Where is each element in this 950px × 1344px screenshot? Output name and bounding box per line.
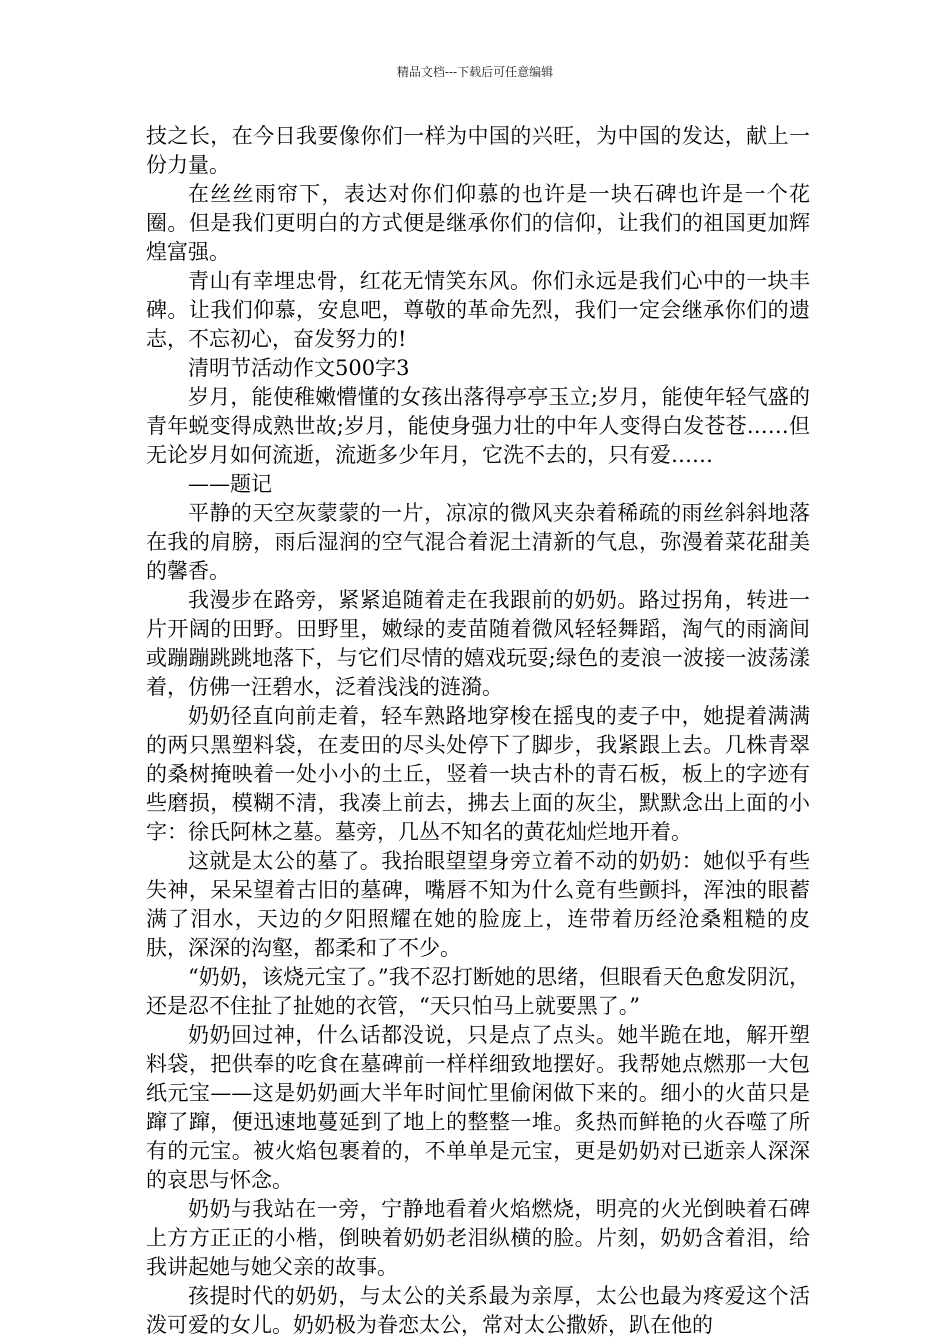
paragraph-12: 奶奶回过神，什么话都没说，只是点了点头。她半跪在地，解开塑料袋，把供奉的吃食在墓碑前一样样细致地摆好。我帮她点燃那一大包纸元宝——这是奶奶画大半年时间忙里偷闲做下来的。细小的火苗只是蹿了蹿，便迅速地蔓延到了地上的整整一堆。炙热而鲜艳的火吞噬了所有的元宝。被火焰包裹着的，不单单是元宝，更是奶奶对已逝亲人深深的哀思与怀念。	[146, 1023, 810, 1192]
header-text: 精品文档---下载后可任意编辑	[396, 65, 554, 79]
paragraph-13: 奶奶与我站在一旁，宁静地看着火焰燃烧，明亮的火光倒映着石碑上方方正正的小楷，倒映着奶奶老泪纵横的脸。片刻，奶奶含着泪，给我讲起她与她父亲的故事。	[146, 1197, 810, 1279]
paragraph-3: 青山有幸埋忠骨，红花无情笑东风。你们永远是我们心中的一块丰碑。让我们仰慕，安息吧，尊敬的革命先烈，我们一定会继承你们的遗志，不忘初心，奋发努力的!	[146, 269, 810, 351]
section-heading: 清明节活动作文500字3	[188, 356, 410, 380]
paragraph-10: 这就是太公的墓了。我抬眼望望身旁立着不动的奶奶：她似乎有些失神，呆呆望着古旧的墓碑，嘴唇不知为什么竟有些颤抖，浑浊的眼蓄满了泪水，天边的夕阳照耀在她的脸庞上，连带着历经沧桑粗糙的皮肤，深深的沟壑，都柔和了不少。	[146, 849, 810, 960]
epigraph: 岁月，能使稚嫩懵懂的女孩出落得亭亭玉立;岁月，能使年轻气盛的青年蜕变得成熟世故;岁月，能使身强力壮的中年人变得白发苍苍……但无论岁月如何流逝，流逝多少年月，它洗不去的，只有爱……	[146, 385, 810, 467]
paragraph-14: 孩提时代的奶奶，与太公的关系最为亲厚，太公也最为疼爱这个活泼可爱的女儿。奶奶极为眷恋太公，常对太公撒娇，趴在他的	[146, 1284, 810, 1337]
document-body	[146, 122, 810, 1340]
page-header	[0, 64, 950, 80]
paragraph-1: 技之长，在今日我要像你们一样为中国的兴旺，为中国的发达，献上一份力量。	[146, 124, 810, 177]
paragraph-7: 平静的天空灰蒙蒙的一片，凉凉的微风夹杂着稀疏的雨丝斜斜地落在我的肩膀，雨后湿润的空气混合着泥土清新的气息，弥漫着菜花甜美的馨香。	[146, 501, 810, 583]
paragraph-11: “奶奶，该烧元宝了。”我不忍打断她的思绪，但眼看天色愈发阴沉，还是忍不住扯了扯她的衣管，“天只怕马上就要黑了。”	[146, 965, 810, 1018]
paragraph-8: 我漫步在路旁，紧紧追随着走在我跟前的奶奶。路过拐角，转进一片开阔的田野。田野里，嫩绿的麦苗随着微风轻轻舞蹈，淘气的雨滴间或蹦蹦跳跳地落下，与它们尽情的嬉戏玩耍;绿色的麦浪一波接一波荡漾着，仿佛一汪碧水，泛着浅浅的涟漪。	[146, 588, 810, 699]
paragraph-2: 在丝丝雨帘下，表达对你们仰慕的也许是一块石碑也许是一个花圈。但是我们更明白的方式便是继承你们的信仰，让我们的祖国更加辉煌富强。	[146, 182, 810, 264]
paragraph-9: 奶奶径直向前走着，轻车熟路地穿梭在摇曳的麦子中，她提着满满的两只黑塑料袋，在麦田的尽头处停下了脚步，我紧跟上去。几株青翠的桑树掩映着一处小小的土丘，竖着一块古朴的青石板，板上的字迹有些磨损，模糊不清，我凑上前去，拂去上面的灰尘，默默念出上面的小字：徐氏阿林之墓。墓旁，几丛不知名的黄花灿烂地开着。	[146, 704, 810, 844]
epigraph-attribution: ——题记	[188, 472, 272, 496]
